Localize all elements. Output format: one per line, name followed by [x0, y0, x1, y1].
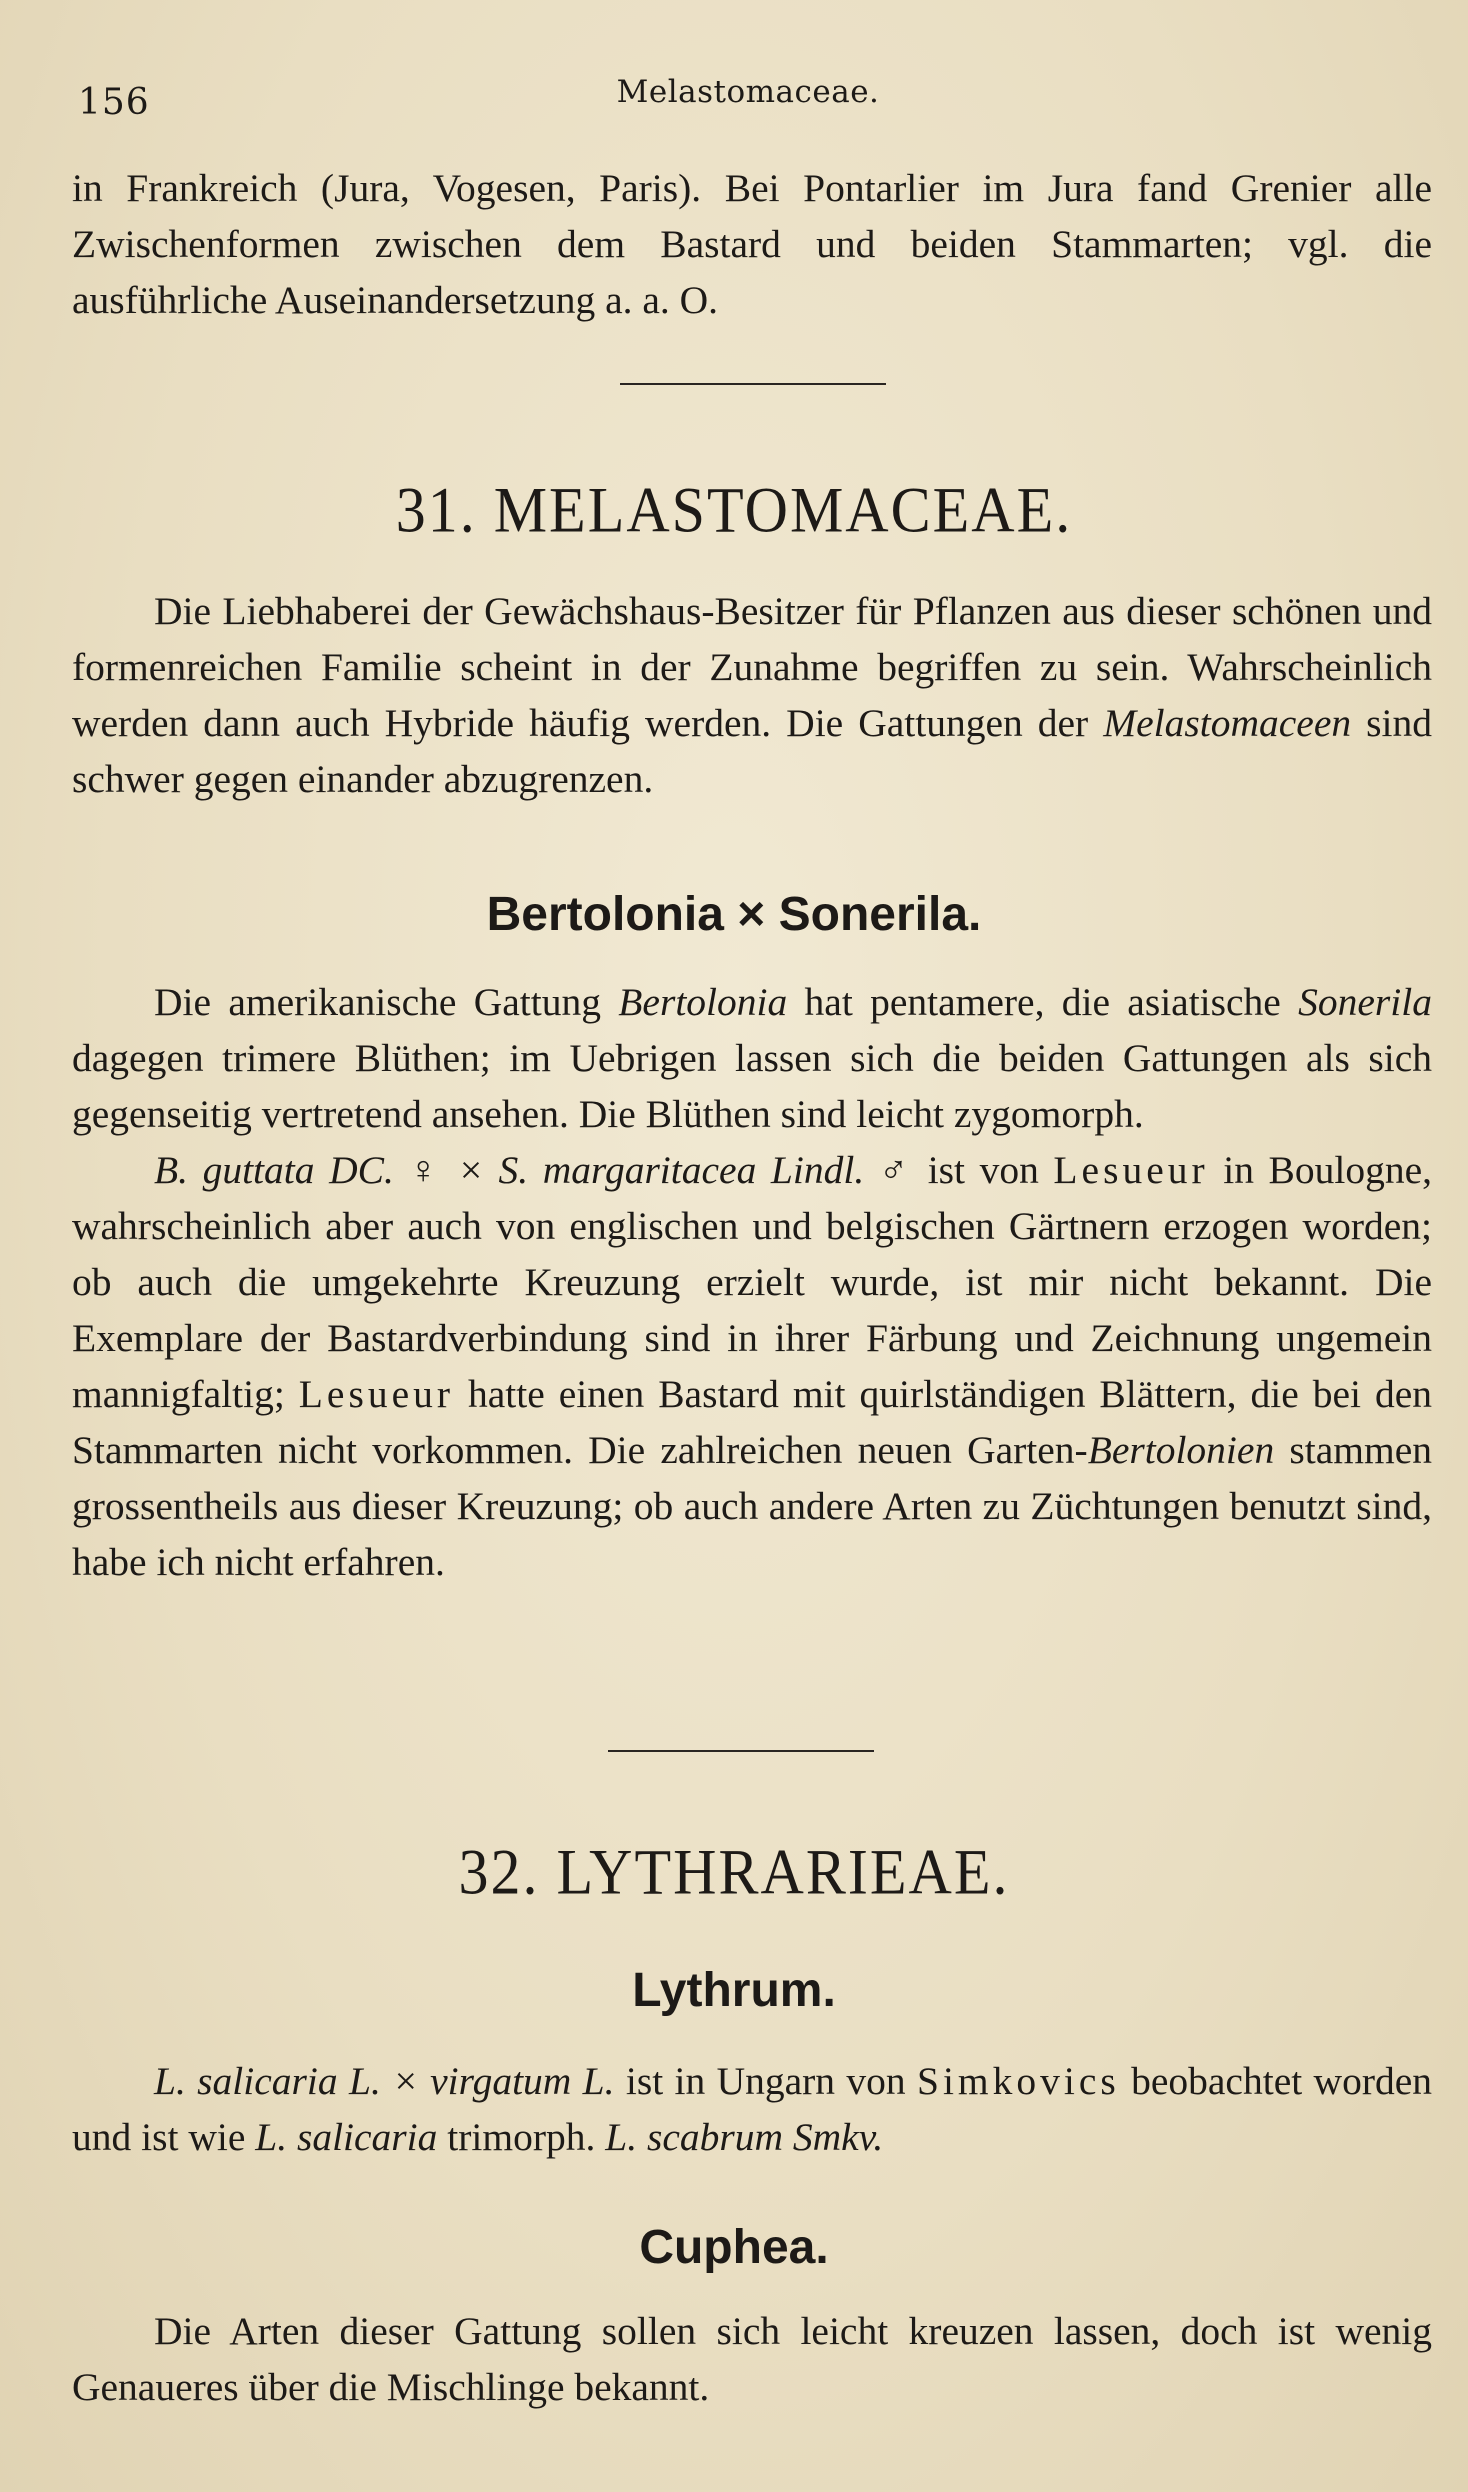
text-run: Die Liebhaberei der Gewächshaus-Besitzer für Pflanzen aus dieser schönen und formenreichen Familie scheint in der Zunahme begriffen zu sein. Wahrscheinlich werden dann auch Hybride häufig werden. Die Gattungen der — [72, 589, 1432, 745]
genus-heading-cuphea: Cuphea. — [639, 2221, 829, 2274]
text-run: ist in Ungarn von — [614, 2059, 917, 2103]
intro-text: in Frankreich (Jura, Vogesen, Paris). Bei Pontarlier im Jura fand Grenier alle Zwischenformen zwischen dem Bastard und beiden Stammarten; vgl. die ausführliche Auseinandersetzung a. a. O. — [72, 166, 1432, 322]
hybrid-formula: B. guttata DC. ♀ × S. margaritacea Lindl. ♂ — [154, 1148, 914, 1192]
text-run: dagegen trimere Blüthen; im Uebrigen lassen sich die beiden Gattungen als sich gegenseitig vertretend ansehen. Die Blüthen sind leicht zygomorph. — [72, 1036, 1432, 1136]
running-head: Melastomaceae. — [616, 74, 880, 110]
person-name: Lesueur — [1053, 1148, 1209, 1192]
italic-term: Bertolonien — [1087, 1428, 1275, 1472]
text-run: in Boulogne, wahrscheinlich aber auch von englischen und belgischen Gärtnern erzogen worden; ob auch die umgekehrte Kreuzung erzielt wurde, ist mir nicht bekannt. Die Exemplare der Bastardverbindung sind in ihrer Färbung und Zeichnung ungemein mannigfaltig; — [72, 1148, 1433, 1416]
section-divider — [620, 383, 886, 385]
cuphea-paragraph: Die Arten dieser Gattung sollen sich leicht kreuzen lassen, doch ist wenig Genaueres über die Mischlinge bekannt. — [72, 2309, 1432, 2409]
hybrid-formula: L. salicaria L. × virgatum L. — [154, 2059, 615, 2103]
italic-term: Sonerila — [1298, 980, 1432, 1024]
text-run: ist von — [913, 1148, 1054, 1192]
person-name: Lesueur — [298, 1372, 454, 1416]
melastomaceae-intro — [72, 583, 1432, 807]
section-divider — [608, 1750, 874, 1752]
melastomaceae-paragraph — [72, 583, 1432, 807]
person-name: Simkovics — [916, 2059, 1120, 2103]
lythrum-text — [72, 2053, 1432, 2165]
page-header — [78, 72, 1418, 122]
genus-heading-bertolonia-sonerila: Bertolonia × Sonerila. — [486, 888, 982, 941]
page-number: 156 — [78, 82, 150, 123]
text-run: trimorph. — [437, 2115, 606, 2159]
italic-term: L. scabrum Smkv. — [605, 2115, 884, 2159]
section-heading-32: 32. LYTHRARIEAE. — [458, 1836, 1010, 1908]
section-heading-31: 31. MELASTOMACEAE. — [395, 474, 1073, 546]
text-run: beobachtet worden und ist wie — [72, 2059, 1433, 2159]
text-run: hatte einen Bastard mit quirlständigen Blättern, die bei den Stammarten nicht vorkommen. Die zahlreichen neuen Garten- — [72, 1372, 1432, 1472]
bertolonia-text — [72, 974, 1432, 1590]
italic-term: L. salicaria — [255, 2115, 438, 2159]
text-run: sind schwer gegen einander abzugrenzen. — [72, 701, 1432, 801]
cuphea-text — [72, 2303, 1432, 2415]
intro-paragraph — [72, 160, 1432, 328]
lythrum-paragraph — [72, 2053, 1432, 2165]
bertolonia-paragraph-2 — [72, 1142, 1432, 1590]
text-run: stammen grossentheils aus dieser Kreuzung; ob auch andere Arten zu Züchtungen benutzt sind, habe ich nicht erfahren. — [72, 1428, 1432, 1584]
bertolonia-paragraph-1 — [72, 974, 1432, 1142]
genus-heading-lythrum: Lythrum. — [632, 1964, 836, 2017]
italic-term: Bertolonia — [618, 980, 788, 1024]
text-run: hat pentamere, die asiatische — [787, 980, 1299, 1024]
italic-term: Melastomaceen — [1103, 701, 1352, 745]
text-run: Die amerikanische Gattung — [154, 980, 619, 1024]
